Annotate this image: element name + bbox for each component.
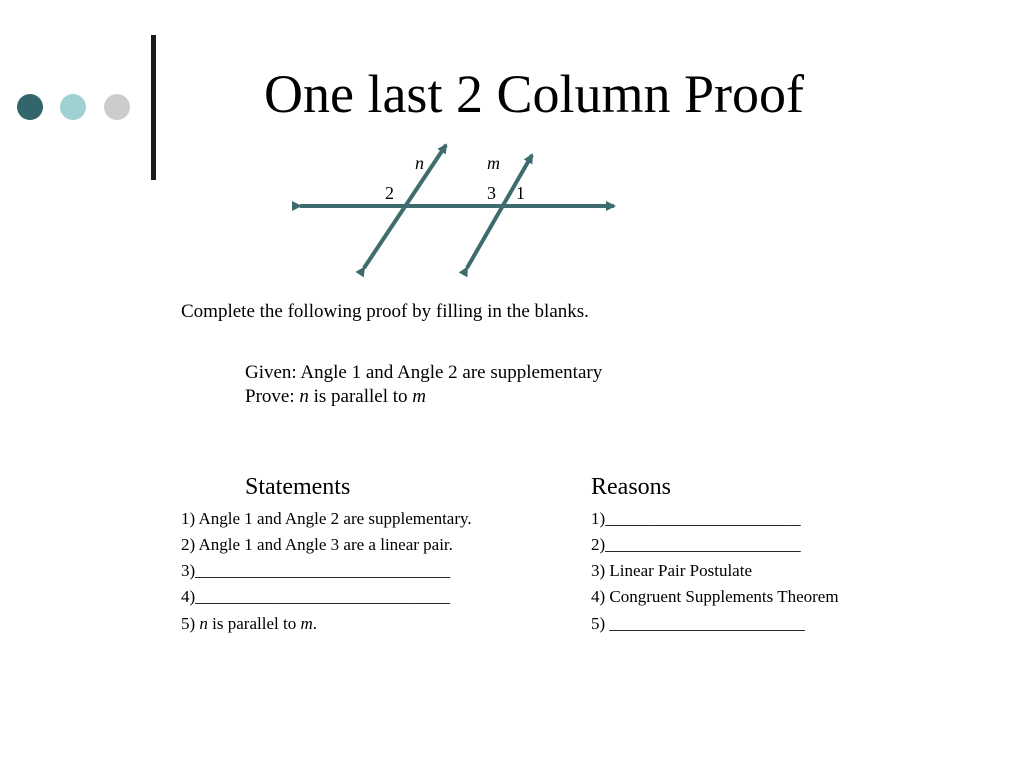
reason-1-blank: 1)_______________________: [591, 509, 801, 528]
statement-4-blank: 4)______________________________: [181, 587, 451, 606]
label-angle-2: 2: [385, 183, 394, 203]
given-text: Given: Angle 1 and Angle 2 are supplementary: [245, 362, 603, 383]
prove-middle: is parallel to: [308, 386, 413, 407]
instructions-text: Complete the following proof by filling in the blanks.: [181, 301, 589, 322]
label-m: m: [487, 153, 500, 173]
label-angle-3: 3: [487, 183, 496, 203]
reasons-header: Reasons: [591, 474, 671, 500]
reason-4: 4) Congruent Supplements Theorem: [591, 587, 839, 606]
reason-3: 3) Linear Pair Postulate: [591, 561, 752, 580]
slide-title: One last 2 Column Proof: [264, 64, 804, 124]
reason-2-blank: 2)_______________________: [591, 535, 801, 554]
label-angle-1: 1: [516, 183, 525, 203]
statement-1: 1) Angle 1 and Angle 2 are supplementary.: [181, 509, 472, 528]
statement-5-middle: is parallel to: [207, 614, 301, 633]
statements-header: Statements: [245, 474, 351, 500]
statement-2: 2) Angle 1 and Angle 3 are a linear pair.: [181, 535, 453, 554]
prove-text: [245, 386, 426, 408]
statement-5-var-n: n: [199, 614, 208, 633]
statement-3-blank: 3)______________________________: [181, 561, 451, 580]
statement-5-var-m: m: [300, 614, 313, 633]
statement-5: [181, 614, 317, 634]
prove-prefix: Prove:: [245, 386, 300, 407]
prove-var-n: n: [299, 386, 309, 407]
statement-5-prefix: 5): [181, 614, 200, 633]
prove-var-m: m: [412, 386, 427, 407]
label-n: n: [415, 153, 424, 173]
statement-5-suffix: .: [312, 614, 317, 633]
reason-5-blank: 5) _______________________: [591, 614, 805, 633]
